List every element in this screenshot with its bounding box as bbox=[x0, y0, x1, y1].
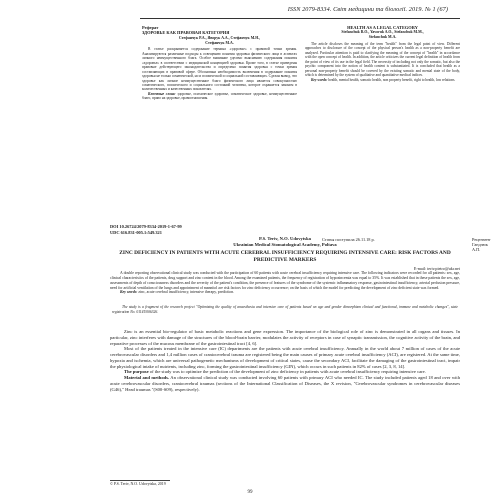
en-abstract-authors-2: Stefanchuk M.A. bbox=[368, 35, 397, 40]
ru-abstract-authors-2: Стефанчук М.А. bbox=[205, 40, 234, 45]
article-keywords-label: Key words: bbox=[120, 290, 138, 295]
purpose-lead: The purpose bbox=[124, 369, 149, 375]
study-note-text: The study is a fragment of the research project "Optimizing the quality of anaesthesia and intensive care of patients based on age and gender dimorphism clinical and functional, immune and metabolic changes", state registration No. 0114U006326. bbox=[112, 305, 458, 314]
page-number: 99 bbox=[247, 490, 253, 495]
methods-text: An observational clinical study was conducted involving 60 patients with primary ACI who needed IC. The study included patients aged 18 and over with acute cerebrovascular disorders, craniocerebral traumas (sections of the International Classification of Diseases, the X revision, "Cerebrovascular syndromes in cerebrovascular diseases (G46)," Head traumas "(S00-S09), respectively). bbox=[110, 375, 461, 392]
purpose-text: of the study was to optimize the prediction of the development of zinc deficiency in patients with acute cerebral insufficiency requiring intensive care. bbox=[148, 369, 426, 375]
article-authors-block bbox=[110, 236, 460, 248]
en-abstract-title: HEALTH AS A LEGAL CATEGORY bbox=[347, 25, 418, 30]
ru-abstract-title: ЗДОРОВЬЕ КАК ПРАВОВАЯ КАТЕГОРИЯ bbox=[142, 30, 230, 36]
journal-header: ISSN 2079-8334. Світ медицини та біології. 2019. № 1 (67) bbox=[287, 6, 448, 13]
copyright: © P.S. Teriv, N.O. Udovytska, 2019 bbox=[110, 482, 166, 486]
ru-keywords-label: Ключевые слова: bbox=[148, 91, 176, 96]
ru-abstract-column bbox=[142, 25, 297, 101]
ru-abstract-keywords bbox=[142, 92, 297, 101]
reviewer: Рецензент Гандзюк А.П. bbox=[472, 237, 491, 252]
ru-abstract-authors: Стефанчук Р.А., Яворук А.А., Стефанчук М.Н., bbox=[178, 35, 261, 40]
ru-abstract-paragraph: В статье раскрывается содержание термина «здоровье» с правовой точки зрения. Анализируются различные подходы к освещению понятия здоровья физического лица в аспектах личного неимущественного блага. Особое внимание уделено выяснению содержания понятия «здоровье» в соответствии с медицинской концепцией здоровья. Кроме того, в статье приведены правовые действующего законодательства и определено понятия здоровья с точки зрения составляющих в правовой сфере. Обоснована необходимость включения в содержание понятия здоровья не только соматической, но и психической и социальной составляющих. Сделан вывод, что здоровье как личное неимущественное благо физического лица является совокупностью соматического, психического и социального состояний человека, которое охраняется законом в количественных и качественных показателях. bbox=[142, 47, 297, 92]
body-paragraph: Most of the patients treated in the intensive care (IC) departments are the patients with acute cerebral insufficiency. Annually in the world about 7 million of cases of the acute cerebrovascular disorders and 1,4 million cases of craniocerebral trauma are registered being the main causes of primary acute cerebral insufficiency (ACI), are registered. At the same time, hypoxia and ischemia, which are universal pathogenetic mechanisms of development of critical states, cause the secondary ACI, facilitate the damaging of the gastrointestinal tract, impair the physiological intake of nutrients, including zinc, forming the gastrointestinal insufficiency (GIN), which occurs in such patients in 82% of cases [2, 3, 8, 14]. bbox=[110, 346, 460, 369]
body-paragraph-methods bbox=[110, 375, 460, 392]
doi: DOI 10.26724/2079-8334-2019-1-67-99 bbox=[110, 224, 182, 229]
en-abstract-column bbox=[305, 25, 460, 82]
article-keywords-text: zinc, acute cerebral insufficiency, intensive therapy, prediction. bbox=[138, 290, 235, 295]
header-divider bbox=[140, 18, 460, 19]
en-abstract-keywords bbox=[305, 78, 460, 82]
author-email: E-mail: teriv.pietro@ukr.net bbox=[413, 266, 460, 271]
article-affiliation: Ukrainian Medical Stomatological Academy, Poltava bbox=[233, 241, 337, 247]
en-abstract-paragraph: The article discloses the meaning of the term "health" from the legal point of view. Different approaches to disclosure of the concept of the physical person's health as a non-property benefit are analyzed. Particular attention is paid to clarifying the meaning of the concept of "health" in accordance with the open concept of health. In addition, the article criticizes the current legal definition of health from the point of view of its use in the legal field. The necessity of including not only the somatic, but also the psychic component into the notion of health content is substantiated. It is concluded that health as a personal non-property benefit should be covered by the existing somatic and mental state of the body, which is determined by the system of qualitative and quantitative medical indices. bbox=[305, 42, 460, 78]
received-date: Статья поступила 26.11.18 р. bbox=[322, 237, 375, 242]
article-keywords bbox=[110, 290, 460, 295]
ru-abstract-text bbox=[142, 47, 297, 100]
ru-keywords-text: здоровье, психическое здоровье, соматическое здоровье, неимущественное благо, право на здоровье, правоотношения. bbox=[142, 91, 297, 101]
en-keywords-label: Key words: bbox=[311, 77, 328, 82]
ru-abstract-label: Реферат bbox=[142, 25, 159, 30]
article-authors: P.S. Teriv, N.O. Udovytska bbox=[259, 236, 311, 241]
en-abstract-authors: Stefanchuk R.O., Yavoruk A.O., Stefanchuk M.M., bbox=[341, 30, 424, 35]
article-abstract bbox=[110, 271, 460, 295]
body-paragraph: Zinc is an essential bio-regulator of basic metabolic reactions and gene expression. The importance of the biological role of zinc is demonstrated in all organs and tissues. In particular, zinc interferes with damage of the structures of the blood-brain barrier, modulates the activity of receptors in case of synaptic transmission, the cognitive activity of the brain, and reparative processes of the mucous membrane of the gastrointestinal tract [4, 6]. bbox=[110, 329, 460, 346]
methods-lead: Material and methods. bbox=[124, 375, 170, 381]
article-title: ZINC DEFICIENCY IN PATIENTS WITH ACUTE CEREBRAL INSUFFICIENCY REQUIRING INTENSIVE CARE: RISK FACTORS AND PREDICTIVE MARKERS bbox=[119, 250, 451, 263]
footnote-divider bbox=[110, 480, 170, 481]
en-abstract-text bbox=[305, 42, 460, 82]
article-identifiers bbox=[110, 224, 182, 235]
udc: UDC 616.831-005.1:549.321 bbox=[110, 229, 162, 235]
study-note bbox=[112, 305, 458, 315]
en-keywords-text: health, mental health, somatic health, non property benefit, right to health, law relations. bbox=[328, 77, 456, 82]
article-abstract-text: A double reporting observational clinical study was conducted with the participation of 60 patients with acute cerebral insufficiency requiring intensive care. The following indicators were recorded for all patients: sex, age, clinical characteristics of the patients, drug support and zinc content in the blood. Among the examined patients, the frequency of registration of hypozincemia was equal to 35%. It was established that in these patients the sex, age, assessments of depth of consciousness disorders and the severity of the patient's condition, the presence of features of the syndrome of the systemic inflammatory response, gastrointestinal insufficiency, arterial perfusion pressure, need for artificial ventilation of the lungs and appointment of mannitol are risk factors for zinc deficiency occurrence; on the basis of which the model for predicting the development of zinc deficient state was formed. bbox=[110, 271, 460, 290]
article-body bbox=[110, 329, 460, 393]
